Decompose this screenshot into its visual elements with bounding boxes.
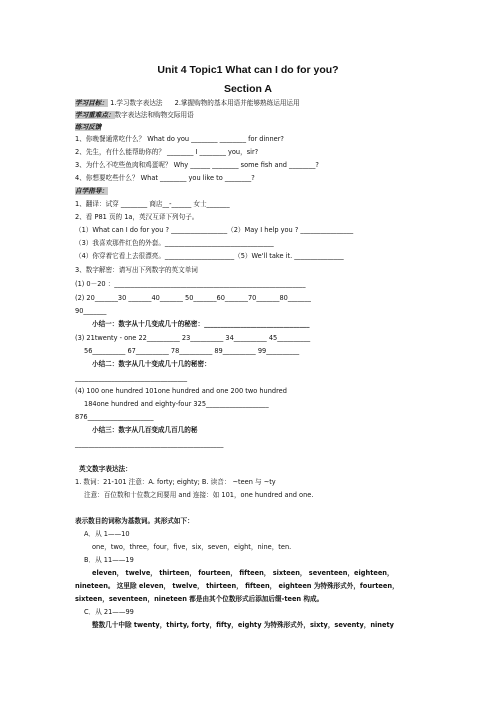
goal-2: 2.掌握购物的基本用语并能够熟练运用运用 <box>174 99 300 107</box>
practice-question-4: 4、你想要吃些什么？ What ________ you like to ________? <box>75 174 255 182</box>
summary-2-blank: __________________________________ <box>75 374 188 382</box>
goal-1: 1.学习数字表达法 <box>110 99 163 107</box>
cardinal-b-list-3: sixteen，seventeen，nineteen 都是由其个位数形式后添加后缀-teen 构成。 <box>75 595 324 603</box>
summary-1: 小结一：数字从十几变成几十的秘密：________________________________ <box>92 320 310 328</box>
numbers-0-20: (1) 0－20 ：__________________________________________________________ <box>75 280 306 288</box>
section-title: Section A <box>223 83 273 95</box>
practice-label: 练习反馈 <box>75 123 102 131</box>
numbers-tens-cont: 90_______ <box>75 307 107 315</box>
key-points-text: 数字表达法和购物交际用语 <box>114 111 194 119</box>
practice-question-1: 1、你晚餐通常吃什么？ What do you ________ ________ for dinner? <box>75 135 284 143</box>
translate-1-2: （1）What can I do for you ? _________________（2）May I help you ? ________________ <box>75 226 354 234</box>
english-numbers-note-1: 1. 数词：21-101 注意：A. forty; eighty; B. 读音： ~teen 与 ~ty <box>75 478 276 486</box>
cardinal-c-text: 整数几十中除 twenty，thirty, forty，fifty，eighty 为特殊形式外，sixty，seventy，ninety <box>92 621 394 629</box>
practice-heading <box>75 123 101 132</box>
cardinal-b-list: eleven， twelve， thirteen， fourteen， fifteen， sixteen， seventeen，eighteen， <box>92 569 394 577</box>
guide-step-3: 3、数字解密：请写出下列数字的英文单词 <box>75 266 198 274</box>
guide-label: 自学指导： <box>75 187 108 195</box>
cardinal-b-list-2: nineteen。 这里除 eleven， twelve， thirteen， fifteen， eighteen 为特殊形式外，fourteen， <box>75 582 399 590</box>
page-title: Unit 4 Topic1 What can I do for you? <box>157 64 339 76</box>
english-numbers-note-2: 注意：百位数和十位数之间要用 and 连接：如 101，one hundred and one. <box>84 491 314 499</box>
key-points-label: 学习重难点： <box>75 111 115 119</box>
translate-4-5: （4）你穿着它看上去很漂亮。_____________________（5）We'll take it. _______________ <box>75 252 344 260</box>
key-points <box>75 111 194 120</box>
summary-2: 小结二：数字从几十变成几十几的秘密： <box>92 360 211 368</box>
guide-step-2: 2、看 P81 页的 1a，英汉互译下列句子。 <box>75 213 199 221</box>
cardinal-a-list: one，two，three，four，five，six，seven，eight，nine，ten. <box>92 543 292 551</box>
numbers-compound: (3) 21twenty - one 22__________ 23__________ 34__________ 45__________ <box>75 334 311 342</box>
learning-goals <box>75 99 300 108</box>
english-numbers-heading: 英文数字表达法： <box>79 465 132 473</box>
numbers-compound-cont: 56__________ 67__________ 78__________ 89__________ 99__________ <box>84 347 300 355</box>
numbers-tens: (2) 20_______30 _______40_______ 50_______60_______70_______80_______ <box>75 294 311 302</box>
cardinal-c-label: C．从 21——99 <box>84 608 134 616</box>
summary-3-blank: _____________________________________________ <box>75 440 224 448</box>
cardinal-heading: 表示数目的词称为基数词。其形式如下： <box>75 517 194 525</box>
guide-heading <box>75 187 108 196</box>
goals-label: 学习目标： <box>75 99 108 107</box>
practice-question-2: 2、先生，有什么能帮助你的？ ________ I ________ you，sir? <box>75 148 259 156</box>
cardinal-b-label: B．从 11——19 <box>84 556 134 564</box>
numbers-hundreds-blank: 876____________________ <box>75 413 154 421</box>
practice-question-3: 3、为什么不吃些鱼肉和鸡蛋呢？ Why ______ ________ some fish and ________? <box>75 161 319 169</box>
cardinal-a-label: A．从 1——10 <box>84 530 130 538</box>
numbers-hundreds-cont: 184one hundred and eighty-four 325___________________ <box>84 400 269 408</box>
numbers-hundreds: (4) 100 one hundred 101one hundred and one 200 two hundred <box>75 387 287 395</box>
summary-3: 小结三：数字从几百变成几百几的秘 <box>92 426 198 434</box>
translate-3: （3）我喜欢那件红色的外套。_________________________________ <box>75 239 274 247</box>
guide-step-1: 1、翻译：试穿 ________ 商店__-______ 女士_______ <box>75 200 230 208</box>
